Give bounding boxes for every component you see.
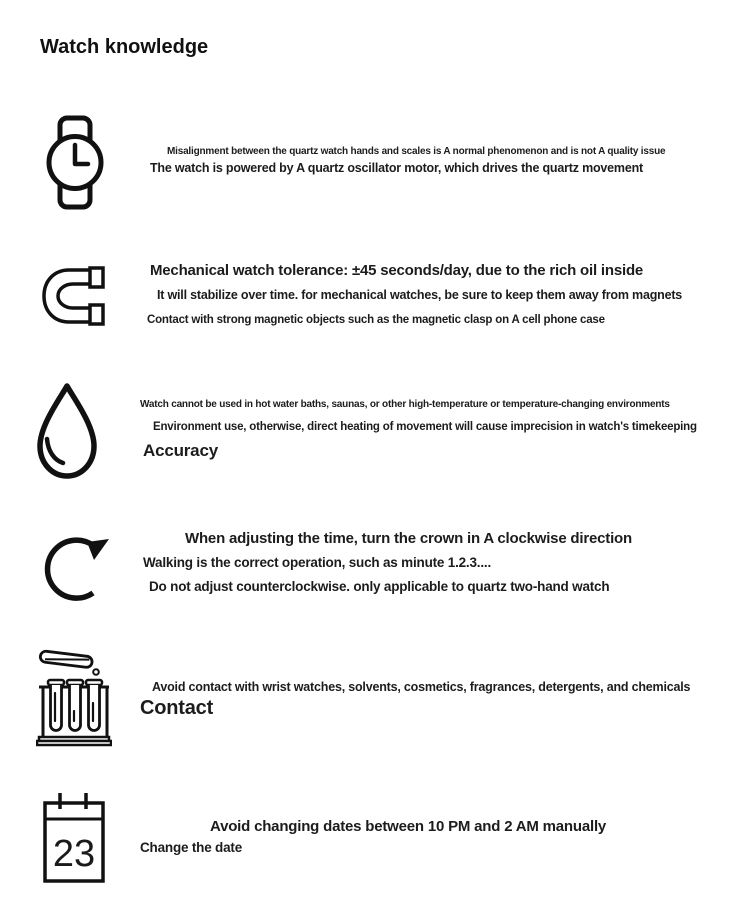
calendar-icon: [42, 790, 106, 884]
wrist-watch-icon-svg: [44, 115, 106, 210]
page-title: Watch knowledge: [40, 36, 209, 58]
chemicals-note: Avoid contact with wrist watches, solvents, cosmetics, fragrances, detergents, and chemicals: [152, 680, 691, 694]
test-tubes-icon-svg: [36, 649, 112, 747]
test-tubes-icon: [36, 649, 112, 747]
wrist-watch-icon: [44, 115, 106, 210]
accuracy-heading: Accuracy: [143, 441, 218, 460]
quartz-note-main: The watch is powered by A quartz oscillator motor, which drives the quartz movement: [150, 161, 643, 175]
calendar-day-number: 23: [52, 833, 96, 875]
clockwise-arrow-icon: [42, 527, 118, 608]
magnet-note-tolerance: Mechanical watch tolerance: ±45 seconds/day, due to the rich oil inside: [150, 262, 644, 279]
contact-heading: Contact: [140, 697, 214, 719]
clockwise-arrow-icon-svg: [42, 527, 118, 608]
change-date-heading: Change the date: [140, 840, 243, 855]
water-drop-icon-svg: [34, 382, 100, 482]
crown-note-counterclockwise: Do not adjust counterclockwise. only applicable to quartz two-hand watch: [149, 579, 610, 594]
temperature-note-small: Watch cannot be used in hot water baths, saunas, or other high-temperature or temperature-changing environments: [140, 399, 670, 410]
crown-note-walking: Walking is the correct operation, such as minute 1.2.3....: [143, 555, 491, 570]
calendar-icon-svg: [42, 790, 106, 884]
magnet-icon-svg: [42, 266, 106, 326]
quartz-note-small: Misalignment between the quartz watch hands and scales is A normal phenomenon and is not A quality issue: [167, 146, 666, 157]
water-drop-icon: [34, 382, 100, 482]
magnet-note-stabilize: It will stabilize over time. for mechanical watches, be sure to keep them away from magnets: [157, 288, 683, 302]
temperature-note-environment: Environment use, otherwise, direct heating of movement will cause imprecision in watch's timekeeping: [153, 421, 697, 433]
date-change-note: Avoid changing dates between 10 PM and 2 AM manually: [210, 818, 607, 835]
magnet-note-contact: Contact with strong magnetic objects such as the magnetic clasp on A cell phone case: [147, 314, 605, 326]
crown-note-clockwise: When adjusting the time, turn the crown in A clockwise direction: [185, 530, 632, 547]
magnet-icon: [42, 266, 106, 326]
